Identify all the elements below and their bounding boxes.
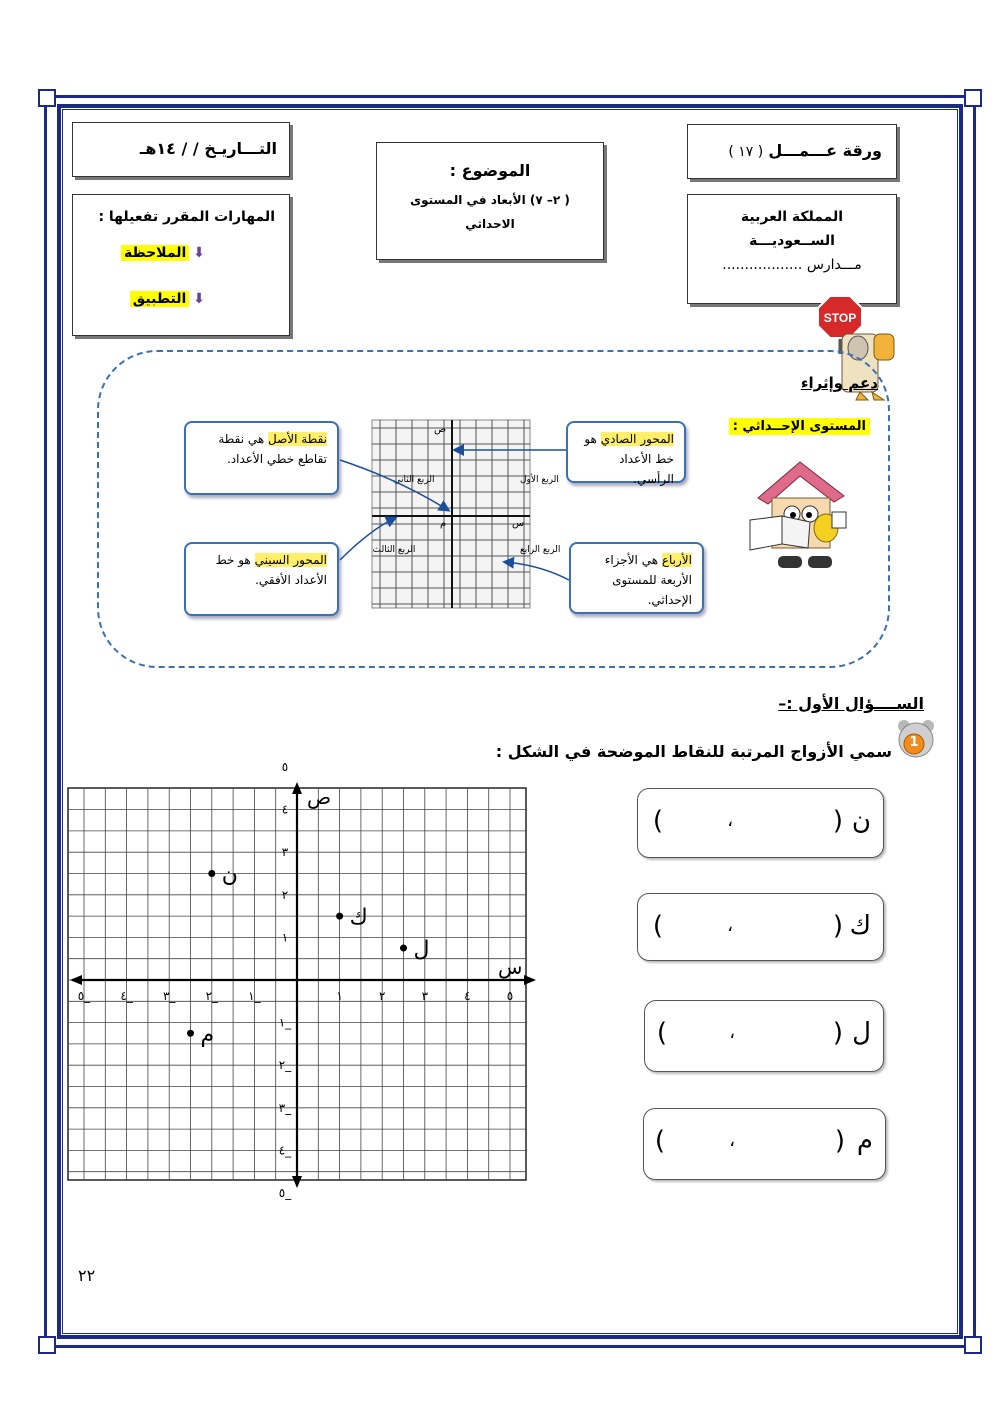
kingdom-line: الســعوديـــة [749,233,835,249]
close-paren: ) [654,1126,665,1156]
y-axis-label: ص [307,785,332,809]
question-title: الســــؤال الأول :– [778,694,924,713]
y-tick-label: ١ [281,930,289,945]
close-paren: ) [656,1018,667,1048]
topic-text: ( ٢– ٧) الأبعاد في المستوى الاحداثي [410,193,570,231]
worksheet-label: ورقة عـــمـــل [768,141,882,160]
open-paren: ( [834,1126,845,1156]
x-tick-label: ١_ [248,989,261,1003]
data-point [187,1030,194,1037]
x-tick-label: ٥_ [77,989,91,1003]
x-tick-label: ٣_ [162,989,176,1003]
frame-corner [964,1336,982,1354]
callout-key: الأرباع [661,553,692,567]
open-paren: ( [832,806,843,836]
callout-text: هو خط الأعداد الرأسي. [584,432,674,486]
y-tick-label: ٢ [281,887,289,902]
skill-label: الملاحظة [121,245,189,261]
question-badge [896,716,936,760]
skills-title: المهارات المقرر تفعيلها : [98,209,275,225]
mini-q1-label: الربع الأول [520,475,559,485]
mini-x-label: س [512,518,525,529]
x-tick-label: ٤ [464,989,471,1003]
topic-title: الموضوع : [449,161,531,180]
answer-box[interactable] [643,1108,886,1180]
y-tick-label: ٥_ [278,1186,292,1200]
y-tick-label: ٥ [281,760,289,774]
callout-arrows [0,0,992,700]
mini-y-label: ص [434,424,447,435]
close-paren: ) [652,911,663,941]
answer-box[interactable] [644,1000,884,1072]
kingdom-line: مـــدارس .................. [722,257,862,273]
y-tick-label: ١_ [278,1015,292,1030]
y-axis-arrow-down-icon [292,1176,302,1188]
mini-origin-label: م [440,518,447,529]
point-label: ن [851,806,871,836]
enrichment-title: دعم وإثراء [800,374,878,392]
data-point-label: م [200,1022,215,1048]
x-tick-label: ٥ [506,989,514,1003]
y-tick-label: ٤ [281,802,289,817]
coordinate-plane [60,760,540,1200]
x-tick-label: ٤_ [120,989,133,1003]
y-tick-label: ٣_ [278,1100,292,1115]
data-point-label: ك [349,905,368,931]
kingdom-line: المملكة العربية [740,209,844,225]
x-tick-label: ٢_ [205,989,219,1003]
enrichment-subtitle: المستوى الإحــداثي : [729,418,870,435]
open-paren: ( [832,911,843,941]
badge-number: 1 [909,735,919,750]
comma: ، [727,810,733,831]
page-number: ٢٢ [78,1266,96,1285]
callout-text: هي نقطة تقاطع خطي الأعداد. [218,432,327,466]
data-point-label: ل [413,937,430,963]
callout-key: المحور السيني [254,553,327,567]
answer-box[interactable] [637,788,884,858]
stop-sign-text: STOP [823,311,857,325]
data-point-label: ن [221,862,238,888]
x-axis-label: س [498,955,523,979]
callout-text: هي الأجزاء الأربعة للمستوى الإحداثي. [604,553,692,607]
comma: ، [727,915,733,936]
frame-corner [38,1336,56,1354]
mini-q2-label: الربع الثاني [393,475,435,485]
y-tick-label: ٣ [281,845,289,860]
comma: ، [729,1130,735,1151]
data-point [400,945,407,952]
data-point [208,870,215,877]
data-point [336,913,343,920]
question-prompt: سمي الأزواج المرتبة للنقاط الموضحة في الشكل : [495,742,892,761]
open-paren: ( [832,1018,843,1048]
point-label: ل [852,1018,871,1048]
callout-key: نقطة الأصل [268,432,327,446]
worksheet-number: ( ١٧ ) [728,144,764,160]
arrow-bullet-icon: ⬇ [193,245,205,261]
callout-key: المحور الصادي [600,432,674,446]
point-label: ك [849,911,871,941]
comma: ، [729,1022,735,1043]
mini-q3-label: الربع الثالث [372,545,416,555]
close-paren: ) [652,806,663,836]
y-tick-label: ٢_ [278,1058,292,1073]
answer-box[interactable] [637,893,884,961]
x-tick-label: ١ [336,989,343,1003]
x-tick-label: ٢ [378,989,386,1003]
date-label: التـــاريـخ / / ١٤هـ [139,139,277,158]
point-label: م [856,1126,873,1156]
callout-text: هو خط الأعداد الأفقي. [215,553,327,587]
x-axis-arrow-right-icon [524,975,536,985]
mini-q4-label: الربع الرابع [520,545,561,555]
y-tick-label: ٤_ [278,1143,292,1158]
arrow-bullet-icon: ⬇ [193,291,205,307]
x-tick-label: ٣ [421,989,429,1003]
skill-label: التطبيق [130,291,189,307]
